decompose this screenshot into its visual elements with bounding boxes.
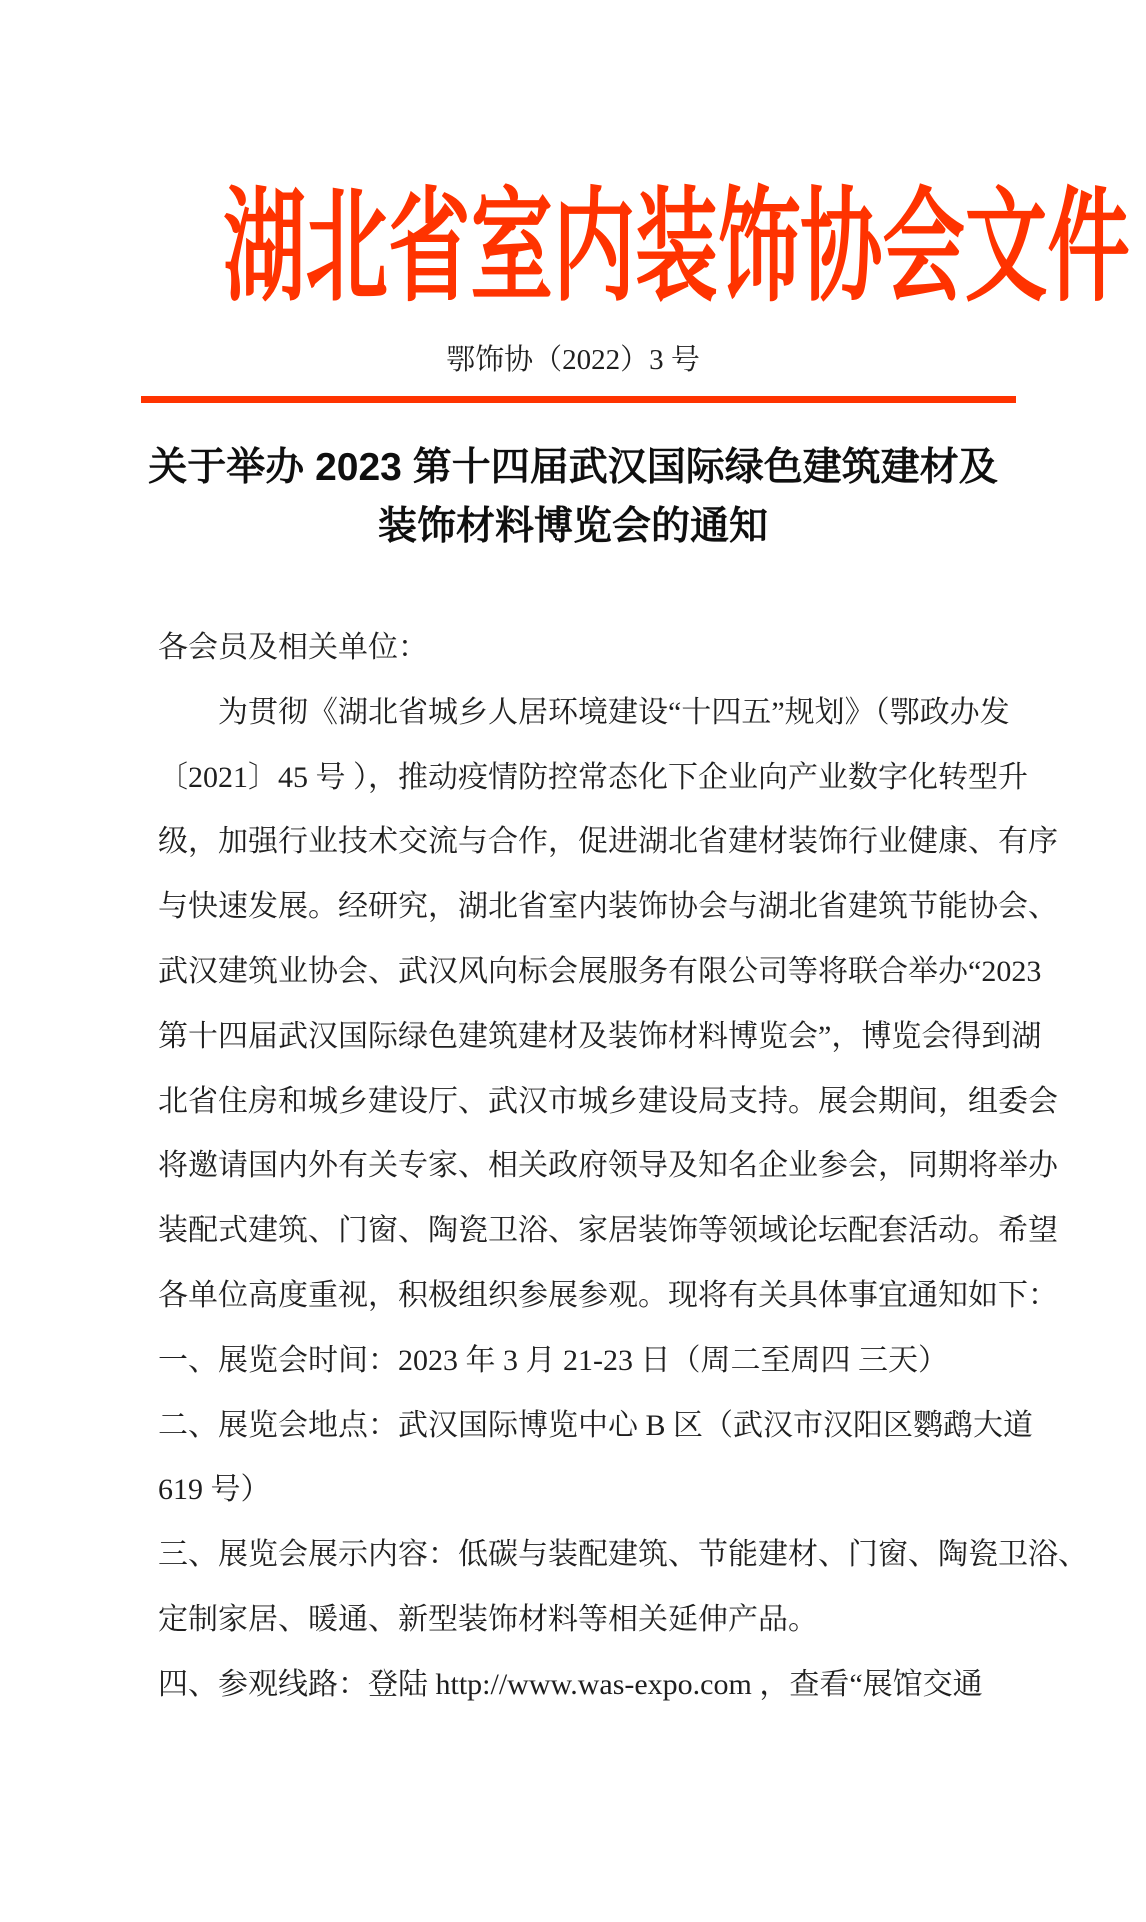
salutation-line: 各会员及相关单位： [158, 631, 428, 664]
letterhead-title-text: 湖北省室内装饰协会文件 [223, 179, 1130, 316]
body-line: 与快速发展。经研究，湖北省室内装饰协会与湖北省建筑节能协会、 [158, 890, 1058, 924]
body-line: 各单位高度重视，积极组织参展参观。现将有关具体事宜通知如下： [158, 1278, 1058, 1312]
body-line: 武汉建筑业协会、武汉风向标会展服务有限公司等将联合举办“2023 [158, 954, 1042, 988]
body-line: 北省住房和城乡建设厅、武汉市城乡建设局支持。展会期间，组委会 [158, 1084, 1058, 1118]
letterhead-title [0, 179, 1146, 316]
body-line: 四、参观线路：登陆 http://www.was-expo.com ，查看“展馆交通 [158, 1667, 983, 1701]
body-line: 级，加强行业技术交流与合作，促进湖北省建材装饰行业健康、有序 [158, 825, 1058, 859]
body-line: 将邀请国内外有关专家、相关政府领导及知名企业参会，同期将举办 [158, 1149, 1058, 1183]
body-line: 619 号） [158, 1473, 271, 1507]
notice-title-line-2: 装饰材料博览会的通知 [377, 505, 768, 548]
doc-number: 鄂饰协（2022）3 号 [446, 344, 700, 376]
red-divider-line [141, 396, 1016, 403]
body-lines-container [158, 681, 1088, 1718]
body-line: 〔2021〕45 号 ），推动疫情防控常态化下企业向产业数字化转型升 [158, 760, 1028, 794]
body-line: 装配式建筑、门窗、陶瓷卫浴、家居装饰等领域论坛配套活动。希望 [158, 1214, 1058, 1248]
body-line: 定制家居、暖通、新型装饰材料等相关延伸产品。 [158, 1602, 818, 1636]
body-line: 二、展览会地点：武汉国际博览中心 B 区（武汉市汉阳区鹦鹉大道 [158, 1408, 1034, 1442]
body-line: 为贯彻《湖北省城乡人居环境建设“十四五”规划》（鄂政办发 [218, 695, 1010, 729]
body-line: 三、展览会展示内容：低碳与装配建筑、节能建材、门窗、陶瓷卫浴、 [158, 1538, 1088, 1572]
body-line: 一、展览会时间：2023 年 3 月 21-23 日（周二至周四 三天） [158, 1343, 948, 1377]
body-line: 第十四届武汉国际绿色建筑建材及装饰材料博览会”，博览会得到湖 [158, 1019, 1042, 1053]
notice-title [0, 438, 1146, 556]
notice-body [158, 616, 1088, 1718]
notice-title-line-1: 关于举办 2023 第十四届武汉国际绿色建筑建材及 [148, 446, 998, 489]
